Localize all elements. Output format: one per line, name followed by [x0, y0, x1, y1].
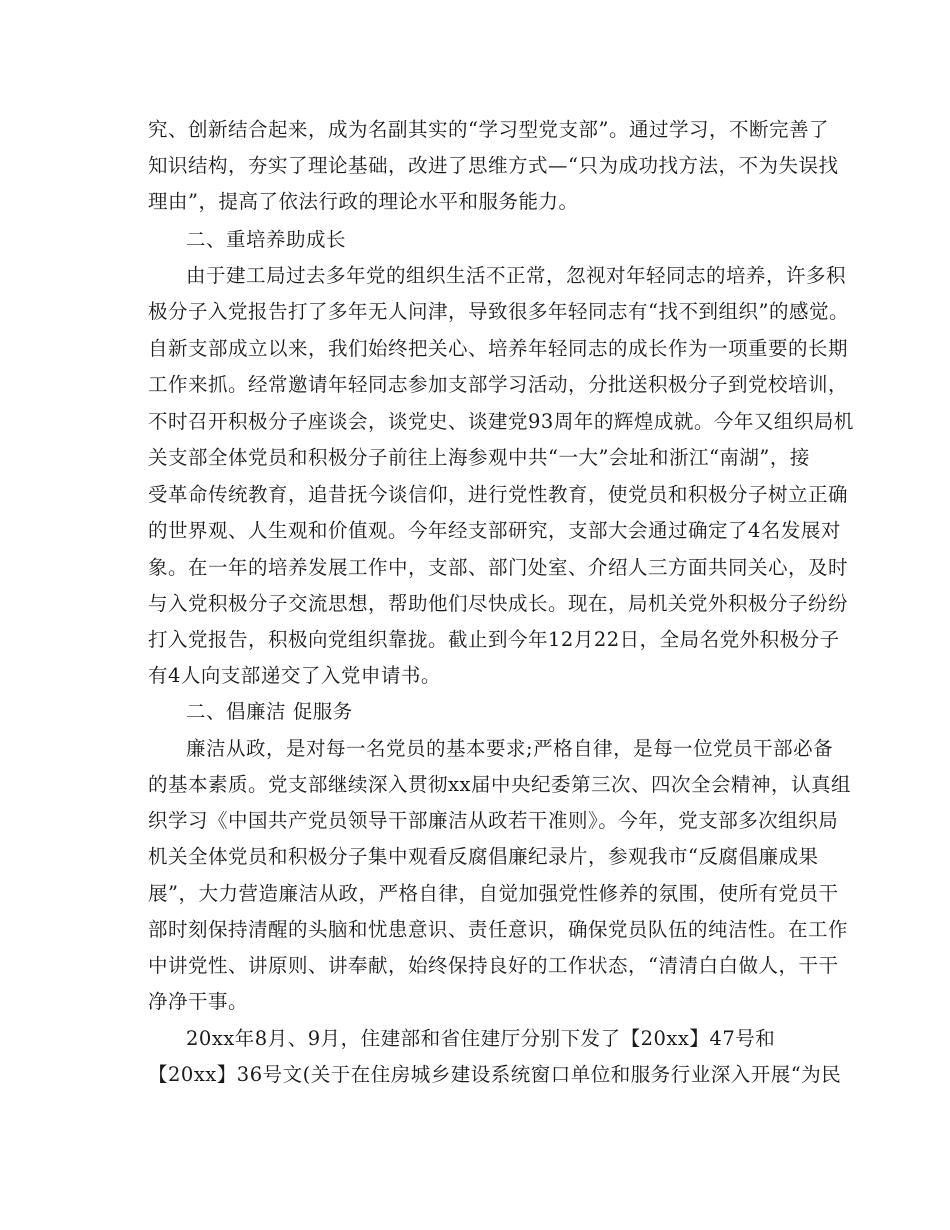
text-line: 部时刻保持清醒的头脑和忧患意识、责任意识，确保党员队伍的纯洁性。在工作	[148, 918, 849, 941]
text-line: 关支部全体党员和积极分子前往上海参观中共“一大”会址和浙江“南湖”，接	[148, 446, 810, 469]
text-line: 知识结构，夯实了理论基础，改进了思维方式—“只为成功找方法，不为失误找	[148, 154, 839, 177]
text-line: 与入党积极分子交流思想，帮助他们尽快成长。现在，局机关党外积极分子纷纷	[148, 592, 849, 615]
text-line: 工作来抓。经常邀请年轻同志参加支部学习活动，分批送积极分子到党校培训，	[148, 373, 849, 396]
text-line: 究、创新结合起来，成为名副其实的“学习型党支部”。通过学习，不断完善了	[148, 118, 829, 141]
text-line: 不时召开积极分子座谈会，谈党史、谈建党93周年的辉煌成就。今年又组织局机	[148, 410, 854, 433]
text-line: 的世界观、人生观和价值观。今年经支部研究，支部大会通过确定了4名发展对	[148, 519, 841, 542]
text-line: 象。在一年的培养发展工作中，支部、部门处室、介绍人三方面共同关心，及时	[148, 556, 849, 579]
text-line: 展”，大力营造廉洁从政，严格自律，自觉加强党性修养的氛围，使所有党员干	[148, 882, 839, 905]
text-line: 打入党报告，积极向党组织靠拢。截止到今年12月22日，全局名党外积极分子	[148, 628, 840, 651]
text-line: 理由”，提高了依法行政的理论水平和服务能力。	[148, 190, 579, 213]
section-heading: 二、重培养助成长	[186, 228, 347, 251]
text-line: 织学习《中国共产党员领导干部廉洁从政若干准则》。今年，党支部多次组织局	[148, 809, 839, 832]
text-line: 机关全体党员和积极分子集中观看反腐倡廉纪录片，参观我市“反腐倡廉成果	[148, 845, 819, 868]
text-line: 20xx年8月、9月，住建部和省住建厅分别下发了【20xx】47号和	[186, 1027, 776, 1050]
text-line: 中讲党性、讲原则、讲奉献，始终保持良好的工作状态，“清清白白做人，干干	[148, 954, 839, 977]
text-line: 自新支部成立以来，我们始终把关心、培养年轻同志的成长作为一项重要的长期	[148, 337, 849, 360]
section-heading: 二、倡廉洁 促服务	[186, 700, 353, 723]
text-line: 净净干事。	[148, 990, 249, 1013]
text-line: 的基本素质。党支部继续深入贯彻xx届中央纪委第三次、四次全会精神，认真组	[148, 773, 851, 796]
text-line: 有4人向支部递交了入党申请书。	[148, 664, 441, 687]
text-line: 【20xx】36号文(关于在住房城乡建设系统窗口单位和服务行业深入开展“为民	[148, 1063, 842, 1086]
text-line: 廉洁从政，是对每一名党员的基本要求;严格自律，是每一位党员干部必备	[186, 737, 834, 760]
text-line: 极分子入党报告打了多年无人问津，导致很多年轻同志有“找不到组织”的感觉。	[148, 300, 849, 323]
text-line: 受革命传统教育，追昔抚今谈信仰，进行党性教育，使党员和积极分子树立正确	[148, 483, 849, 506]
text-line: 由于建工局过去多年党的组织生活不正常，忽视对年轻同志的培养，许多积	[186, 264, 847, 287]
